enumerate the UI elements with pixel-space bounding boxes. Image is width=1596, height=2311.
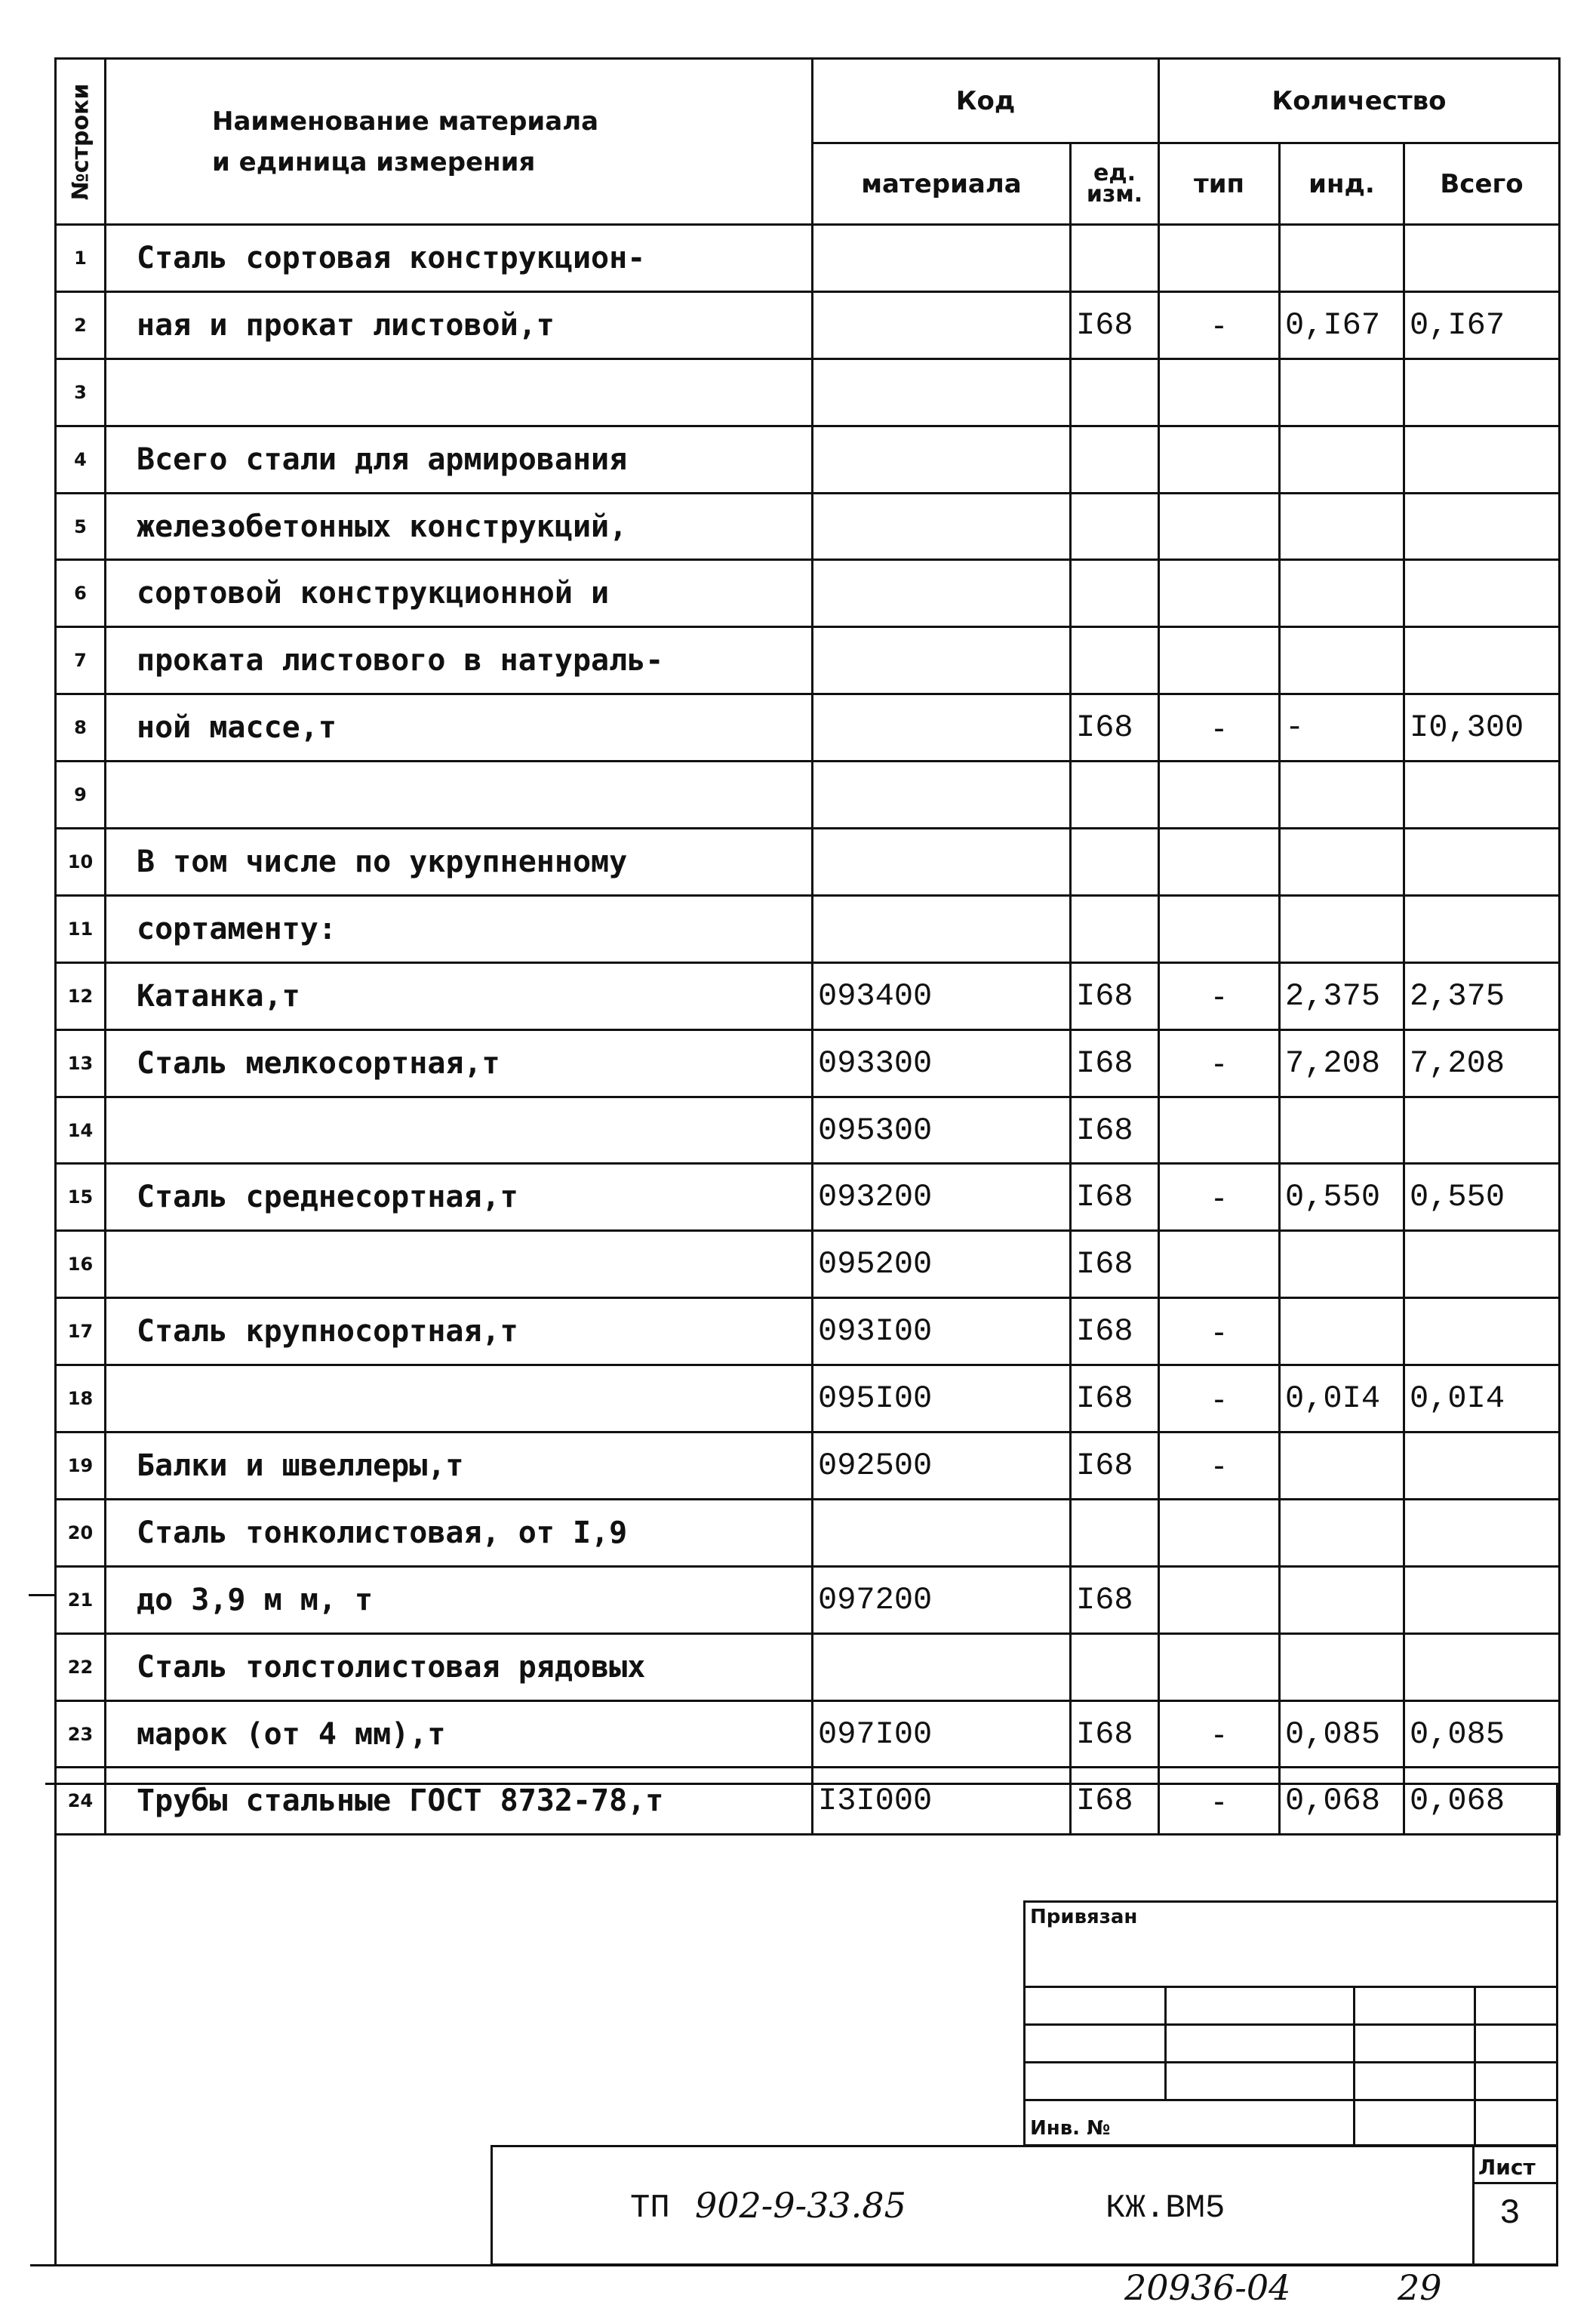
material-name-header-line2: и единица измерения — [212, 146, 536, 177]
quantity-type — [1159, 358, 1280, 426]
unit-code — [1071, 895, 1159, 962]
quantity-individual: 0,I67 — [1280, 291, 1404, 358]
quantity-total — [1404, 1231, 1560, 1298]
row-number-header: №строки — [56, 59, 106, 225]
materials-table — [54, 57, 1561, 1836]
unit-code — [1071, 560, 1159, 627]
quantity-total — [1404, 358, 1560, 426]
table-row — [56, 1499, 1560, 1566]
row-number: 19 — [56, 1432, 106, 1500]
row-number: 12 — [56, 962, 106, 1029]
quantity-type — [1159, 1499, 1280, 1566]
material-name — [106, 1365, 813, 1432]
table-row — [56, 762, 1560, 829]
unit-code — [1071, 1633, 1159, 1700]
quantity-total — [1404, 829, 1560, 896]
material-code — [813, 291, 1071, 358]
quantity-individual — [1280, 762, 1404, 829]
quantity-type: - — [1159, 694, 1280, 762]
table-row — [56, 1164, 1560, 1231]
quantity-individual — [1280, 1298, 1404, 1365]
quantity-individual — [1280, 1231, 1404, 1298]
material-name-header-line1: Наименование материала — [212, 106, 599, 137]
quantity-individual — [1280, 560, 1404, 627]
material-code-header: материала — [813, 143, 1071, 225]
title-block — [490, 2145, 1558, 2266]
table-row — [56, 1700, 1560, 1768]
quantity-individual — [1280, 493, 1404, 560]
unit-code — [1071, 1499, 1159, 1566]
material-code: 093300 — [813, 1029, 1071, 1097]
row-number: 14 — [56, 1097, 106, 1164]
quantity-individual — [1280, 1432, 1404, 1500]
unit-code — [1071, 829, 1159, 896]
quantity-type — [1159, 225, 1280, 292]
material-code: 093200 — [813, 1164, 1071, 1231]
unit-code — [1071, 426, 1159, 493]
quantity-total — [1404, 1633, 1560, 1700]
unit-header: ед. изм. — [1071, 143, 1159, 225]
unit-code: I68 — [1071, 1298, 1159, 1365]
quantity-type: - — [1159, 1432, 1280, 1500]
material-name: ной массе,т — [106, 694, 813, 762]
quantity-individual: - — [1280, 694, 1404, 762]
quantity-total — [1404, 762, 1560, 829]
unit-code: I68 — [1071, 694, 1159, 762]
row-number: 3 — [56, 358, 106, 426]
quantity-total: I0,300 — [1404, 694, 1560, 762]
table-row — [56, 1097, 1560, 1164]
row-number: 23 — [56, 1700, 106, 1768]
material-code — [813, 1633, 1071, 1700]
row-number: 1 — [56, 225, 106, 292]
type-header: тип — [1159, 143, 1280, 225]
quantity-type — [1159, 895, 1280, 962]
unit-code: I68 — [1071, 1566, 1159, 1633]
table-row — [56, 1566, 1560, 1633]
table-row — [56, 895, 1560, 962]
quantity-type: - — [1159, 1365, 1280, 1432]
quantity-total — [1404, 1298, 1560, 1365]
quantity-individual: 0,550 — [1280, 1164, 1404, 1231]
row-number: 8 — [56, 694, 106, 762]
quantity-type: - — [1159, 1029, 1280, 1097]
table-row — [56, 1029, 1560, 1097]
total-header: Всего — [1404, 143, 1560, 225]
table-row — [56, 1633, 1560, 1700]
material-name — [106, 358, 813, 426]
row-number: 4 — [56, 426, 106, 493]
sheet-number: 3 — [1499, 2194, 1521, 2233]
quantity-individual: 7,208 — [1280, 1029, 1404, 1097]
row-number: 2 — [56, 291, 106, 358]
quantity-total — [1404, 426, 1560, 493]
row-number: 7 — [56, 627, 106, 694]
material-name: Сталь тонколистовая, от I,9 — [106, 1499, 813, 1566]
material-name: проката листового в натураль- — [106, 627, 813, 694]
quantity-type — [1159, 1633, 1280, 1700]
quantity-total: 0,I67 — [1404, 291, 1560, 358]
material-name: Сталь сортовая конструкцион- — [106, 225, 813, 292]
unit-code — [1071, 762, 1159, 829]
material-name: Сталь среднесортная,т — [106, 1164, 813, 1231]
unit-code: I68 — [1071, 1365, 1159, 1432]
quantity-individual: 0,0I4 — [1280, 1365, 1404, 1432]
quantity-type: - — [1159, 962, 1280, 1029]
quantity-type: - — [1159, 291, 1280, 358]
table-row — [56, 358, 1560, 426]
quantity-total — [1404, 1432, 1560, 1500]
quantity-individual — [1280, 358, 1404, 426]
material-code — [813, 627, 1071, 694]
quantity-individual — [1280, 1633, 1404, 1700]
material-name — [106, 762, 813, 829]
row-number: 17 — [56, 1298, 106, 1365]
unit-code — [1071, 627, 1159, 694]
privyazan-label: Привязан — [1030, 1906, 1138, 1928]
unit-code — [1071, 358, 1159, 426]
row-number: 24 — [56, 1768, 106, 1835]
material-name: сортаменту: — [106, 895, 813, 962]
quantity-total — [1404, 1499, 1560, 1566]
material-name: Всего стали для армирования — [106, 426, 813, 493]
binding-block — [1023, 1900, 1558, 2146]
table-row — [56, 1768, 1560, 1835]
quantity-total — [1404, 627, 1560, 694]
unit-code — [1071, 225, 1159, 292]
material-code — [813, 694, 1071, 762]
material-code — [813, 493, 1071, 560]
material-name: Катанка,т — [106, 962, 813, 1029]
material-code: 097200 — [813, 1566, 1071, 1633]
unit-code: I68 — [1071, 291, 1159, 358]
quantity-individual — [1280, 895, 1404, 962]
table-row — [56, 962, 1560, 1029]
archive-number: 20936-04 — [1124, 2267, 1291, 2308]
quantity-total — [1404, 1097, 1560, 1164]
table-row — [56, 291, 1560, 358]
quantity-type — [1159, 560, 1280, 627]
quantity-type — [1159, 829, 1280, 896]
row-number: 11 — [56, 895, 106, 962]
row-number: 20 — [56, 1499, 106, 1566]
material-code: 095I00 — [813, 1365, 1071, 1432]
unit-code — [1071, 493, 1159, 560]
table-row — [56, 1298, 1560, 1365]
archive-page: 29 — [1398, 2267, 1442, 2308]
material-name: В том числе по укрупненному — [106, 829, 813, 896]
material-name: ная и прокат листовой,т — [106, 291, 813, 358]
material-code — [813, 358, 1071, 426]
table-row — [56, 1432, 1560, 1500]
quantity-type — [1159, 1566, 1280, 1633]
row-number: 5 — [56, 493, 106, 560]
doc-code: КЖ.ВМ5 — [1106, 2189, 1225, 2227]
doc-prefix: ТП — [630, 2189, 670, 2227]
table-bottom-line — [45, 1783, 1558, 1785]
row-number: 18 — [56, 1365, 106, 1432]
quantity-total: 2,375 — [1404, 962, 1560, 1029]
quantity-total: 7,208 — [1404, 1029, 1560, 1097]
material-name: железобетонных конструкций, — [106, 493, 813, 560]
table-body — [56, 225, 1560, 1835]
material-code — [813, 895, 1071, 962]
material-name: Сталь крупносортная,т — [106, 1298, 813, 1365]
quantity-total — [1404, 560, 1560, 627]
quantity-type: - — [1159, 1298, 1280, 1365]
unit-code: I68 — [1071, 1231, 1159, 1298]
unit-code: I68 — [1071, 1700, 1159, 1768]
material-code: 095300 — [813, 1097, 1071, 1164]
material-name — [106, 1097, 813, 1164]
material-code — [813, 225, 1071, 292]
row-number: 10 — [56, 829, 106, 896]
quantity-total — [1404, 895, 1560, 962]
material-name-header — [106, 59, 813, 225]
table-row — [56, 1365, 1560, 1432]
quantity-type — [1159, 762, 1280, 829]
material-code: 093400 — [813, 962, 1071, 1029]
table-row — [56, 829, 1560, 896]
quantity-individual: 0,085 — [1280, 1700, 1404, 1768]
quantity-type — [1159, 627, 1280, 694]
table-row — [56, 1231, 1560, 1298]
row-number: 21 — [56, 1566, 106, 1633]
material-name: до 3,9 м м, т — [106, 1566, 813, 1633]
table-row — [56, 426, 1560, 493]
material-code: I3I000 — [813, 1768, 1071, 1835]
unit-code: I68 — [1071, 1029, 1159, 1097]
row-number: 13 — [56, 1029, 106, 1097]
quantity-individual — [1280, 426, 1404, 493]
doc-number: 902-9-33.85 — [695, 2185, 906, 2226]
quantity-individual: 2,375 — [1280, 962, 1404, 1029]
quantity-type: - — [1159, 1164, 1280, 1231]
material-code: 097I00 — [813, 1700, 1071, 1768]
quantity-individual — [1280, 829, 1404, 896]
unit-code: I68 — [1071, 1097, 1159, 1164]
material-name: Балки и швеллеры,т — [106, 1432, 813, 1500]
quantity-individual — [1280, 1499, 1404, 1566]
material-name: сортовой конструкционной и — [106, 560, 813, 627]
inv-no-label: Инв. № — [1030, 2117, 1111, 2140]
quantity-type — [1159, 426, 1280, 493]
material-code — [813, 829, 1071, 896]
unit-code: I68 — [1071, 1164, 1159, 1231]
row-number: 15 — [56, 1164, 106, 1231]
quantity-individual — [1280, 225, 1404, 292]
quantity-individual — [1280, 627, 1404, 694]
material-code — [813, 560, 1071, 627]
quantity-group-header: Количество — [1159, 59, 1560, 143]
quantity-total — [1404, 1566, 1560, 1633]
cut-mark — [29, 1594, 54, 1596]
quantity-total: 0,0I4 — [1404, 1365, 1560, 1432]
unit-code: I68 — [1071, 962, 1159, 1029]
material-name: Сталь мелкосортная,т — [106, 1029, 813, 1097]
material-code — [813, 1499, 1071, 1566]
row-number: 22 — [56, 1633, 106, 1700]
quantity-type — [1159, 1097, 1280, 1164]
quantity-total: 0,068 — [1404, 1768, 1560, 1835]
table-row — [56, 560, 1560, 627]
row-number: 6 — [56, 560, 106, 627]
quantity-total — [1404, 493, 1560, 560]
quantity-total — [1404, 225, 1560, 292]
frame-left-line — [54, 1783, 57, 2266]
table-row — [56, 694, 1560, 762]
material-name: Трубы стальные ГОСТ 8732-78,т — [106, 1768, 813, 1835]
unit-code: I68 — [1071, 1768, 1159, 1835]
table-row — [56, 493, 1560, 560]
quantity-type — [1159, 1231, 1280, 1298]
material-name: марок (от 4 мм),т — [106, 1700, 813, 1768]
table-row — [56, 627, 1560, 694]
unit-code: I68 — [1071, 1432, 1159, 1500]
row-number: 16 — [56, 1231, 106, 1298]
quantity-individual — [1280, 1566, 1404, 1633]
quantity-total: 0,085 — [1404, 1700, 1560, 1768]
sheet-label: Лист — [1478, 2155, 1536, 2180]
individual-header: инд. — [1280, 143, 1404, 225]
material-code — [813, 762, 1071, 829]
row-number: 9 — [56, 762, 106, 829]
quantity-type: - — [1159, 1700, 1280, 1768]
material-code: 095200 — [813, 1231, 1071, 1298]
quantity-total: 0,550 — [1404, 1164, 1560, 1231]
table-row — [56, 225, 1560, 292]
quantity-individual — [1280, 1097, 1404, 1164]
quantity-individual: 0,068 — [1280, 1768, 1404, 1835]
material-code: 093I00 — [813, 1298, 1071, 1365]
material-name: Сталь толстолистовая рядовых — [106, 1633, 813, 1700]
material-name — [106, 1231, 813, 1298]
material-code: 092500 — [813, 1432, 1071, 1500]
quantity-type: - — [1159, 1768, 1280, 1835]
material-code — [813, 426, 1071, 493]
quantity-type — [1159, 493, 1280, 560]
code-group-header: Код — [813, 59, 1159, 143]
